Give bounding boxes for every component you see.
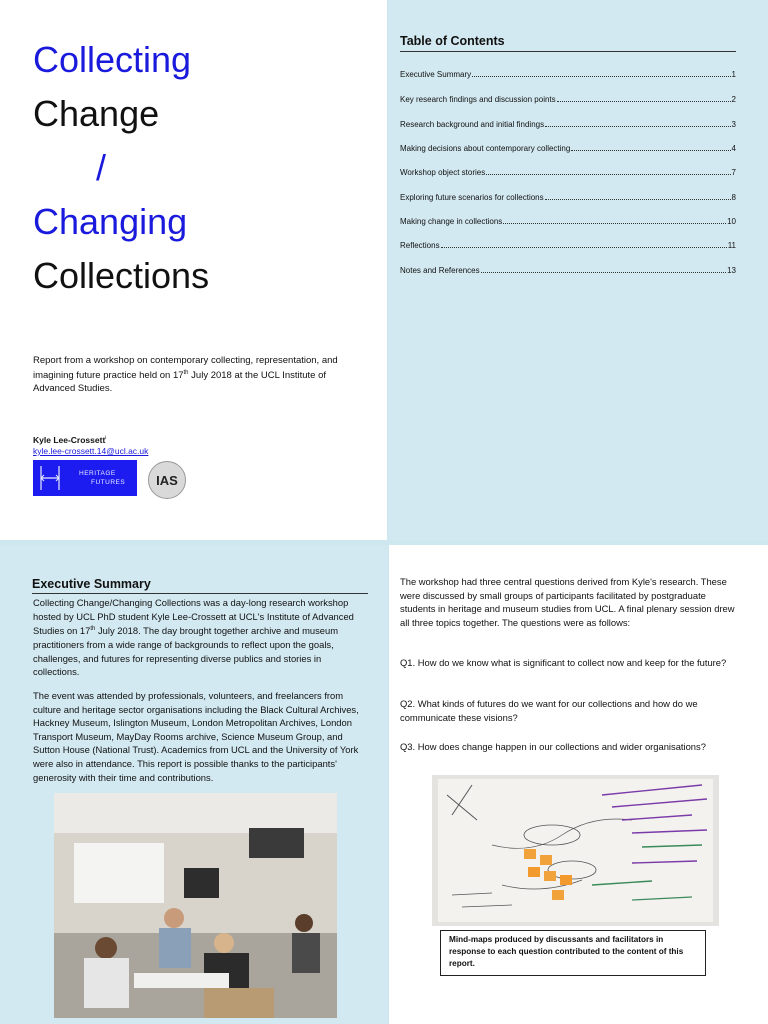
toc-item-label: Reflections [400, 241, 440, 250]
logo-hf-line1: HERITAGE [79, 470, 116, 477]
author-email-link[interactable]: kyle.lee-crossett.14@ucl.ac.uk [33, 446, 149, 456]
title-line-changing: Changing [33, 201, 188, 242]
cover-description-part2: July 2018 at the UCL Institute of Advanced Studies. [33, 370, 327, 395]
heritage-futures-mark-icon [35, 460, 65, 496]
ias-logo: IAS [148, 461, 186, 499]
question-2: Q2. What kinds of futures do we want for our collections and how do we communicate these visions? [400, 698, 698, 723]
summary-paragraph-1 [33, 596, 367, 679]
heritage-futures-logo [33, 460, 137, 496]
workshop-photo [54, 793, 337, 1018]
toc-item-page: 7 [731, 168, 736, 177]
title-line-collecting: Collecting [33, 39, 192, 80]
cover-description [33, 354, 363, 395]
question-1: Q1. How do we know what is significant to collect now and keep for the future? [400, 657, 727, 668]
toc-item-label: Notes and References [400, 266, 480, 275]
cover-page [0, 0, 387, 540]
toc-item[interactable] [400, 120, 736, 129]
mind-map-image [432, 775, 719, 926]
toc-item[interactable] [400, 95, 736, 104]
toc-item-page: 10 [727, 217, 736, 226]
toc-item[interactable] [400, 193, 736, 202]
workshop-intro: The workshop had three central questions derived from Kyle's research. These were discussed by small groups of participants facilitated by postgraduate students in heritage and museum studies from UCL. A final plenary session drew all three topics together. The questions were as follows: [400, 576, 735, 628]
toc-leader [571, 150, 730, 151]
toc-item-page: 4 [731, 144, 736, 153]
summary-paragraph-2: The event was attended by professionals, volunteers, and freelancers from culture and heritage sector organisations including the Black Cultural Archives, Hackney Museum, Islington Museum, London Metropolitan Archives, London Transport Museum, MayDay Rooms archive, Science Museum Group, and Sutton House (National Trust). Academics from UCL and the University of York were also in attendance. This report is possible thanks to the participants' generosity with their time and contributions. [33, 690, 359, 783]
toc-leader [545, 199, 731, 200]
toc-item-label: Key research findings and discussion points [400, 95, 556, 104]
summary-para1-part1: Collecting Change/Changing Collections was a day-long research workshop hosted by UCL PhD student Kyle Lee-Crossett at UCL's Institute of Advanced Studies on 17 [33, 597, 354, 637]
toc-leader [472, 76, 730, 77]
toc-item-page: 13 [727, 266, 736, 275]
cover-description-sup: th [183, 370, 189, 376]
toc-item-page: 8 [731, 193, 736, 202]
toc-item-page: 3 [731, 120, 736, 129]
executive-summary-page [0, 545, 387, 1024]
cover-description-part1: Report from a workshop on contemporary collecting, representation, and imagining future practice held on 17 [33, 355, 338, 382]
question-3: Q3. How does change happen in our collections and wider organisations? [400, 741, 706, 752]
toc-title: Table of Contents [400, 34, 736, 52]
toc-leader [503, 223, 726, 224]
toc-item-label: Workshop object stories [400, 168, 486, 177]
toc-item-page: 11 [727, 241, 736, 250]
summary-para1-sup: th [90, 626, 96, 633]
toc-leader [481, 272, 726, 273]
toc-leader [557, 101, 731, 102]
toc-item[interactable] [400, 217, 736, 226]
title-line-collections: Collections [33, 255, 210, 296]
toc-page [389, 0, 768, 540]
toc-item-page: 2 [731, 95, 736, 104]
author-name: Kyle Lee-Crossett [33, 434, 106, 445]
toc-item-label: Making decisions about contemporary collecting [400, 144, 571, 153]
toc-item[interactable] [400, 144, 736, 153]
mind-map-photo [432, 775, 719, 926]
toc-leader [486, 174, 730, 175]
mind-map-caption: Mind-maps produced by discussants and facilitators in response to each question contributed to the content of this report. [440, 930, 706, 976]
logo-hf-line2: FUTURES [91, 479, 126, 486]
toc-item[interactable] [400, 241, 736, 250]
toc-item[interactable] [400, 266, 736, 275]
title-line-change: Change [33, 93, 160, 134]
author-footnote-mark: i [105, 435, 107, 441]
toc-leader [441, 247, 727, 248]
toc-item-page: 1 [731, 70, 736, 79]
toc-item-label: Executive Summary [400, 70, 472, 79]
toc-leader [545, 126, 730, 127]
section-title: Executive Summary [32, 577, 368, 594]
summary-para1-part2: July 2018. The day brought together archive and museum practitioners from a wide range of backgrounds to reflect upon the goals, challenges, and futures for representing diverse publics and stories in collections. [33, 625, 339, 678]
title-slash: / [96, 147, 107, 188]
workshop-questions-page [389, 545, 768, 1024]
toc-item-label: Making change in collections [400, 217, 503, 226]
toc-item-label: Exploring future scenarios for collections [400, 193, 544, 202]
workshop-photo-image [54, 793, 337, 1018]
toc-item[interactable] [400, 70, 736, 79]
toc-item[interactable] [400, 168, 736, 177]
toc-item-label: Research background and initial findings [400, 120, 545, 129]
